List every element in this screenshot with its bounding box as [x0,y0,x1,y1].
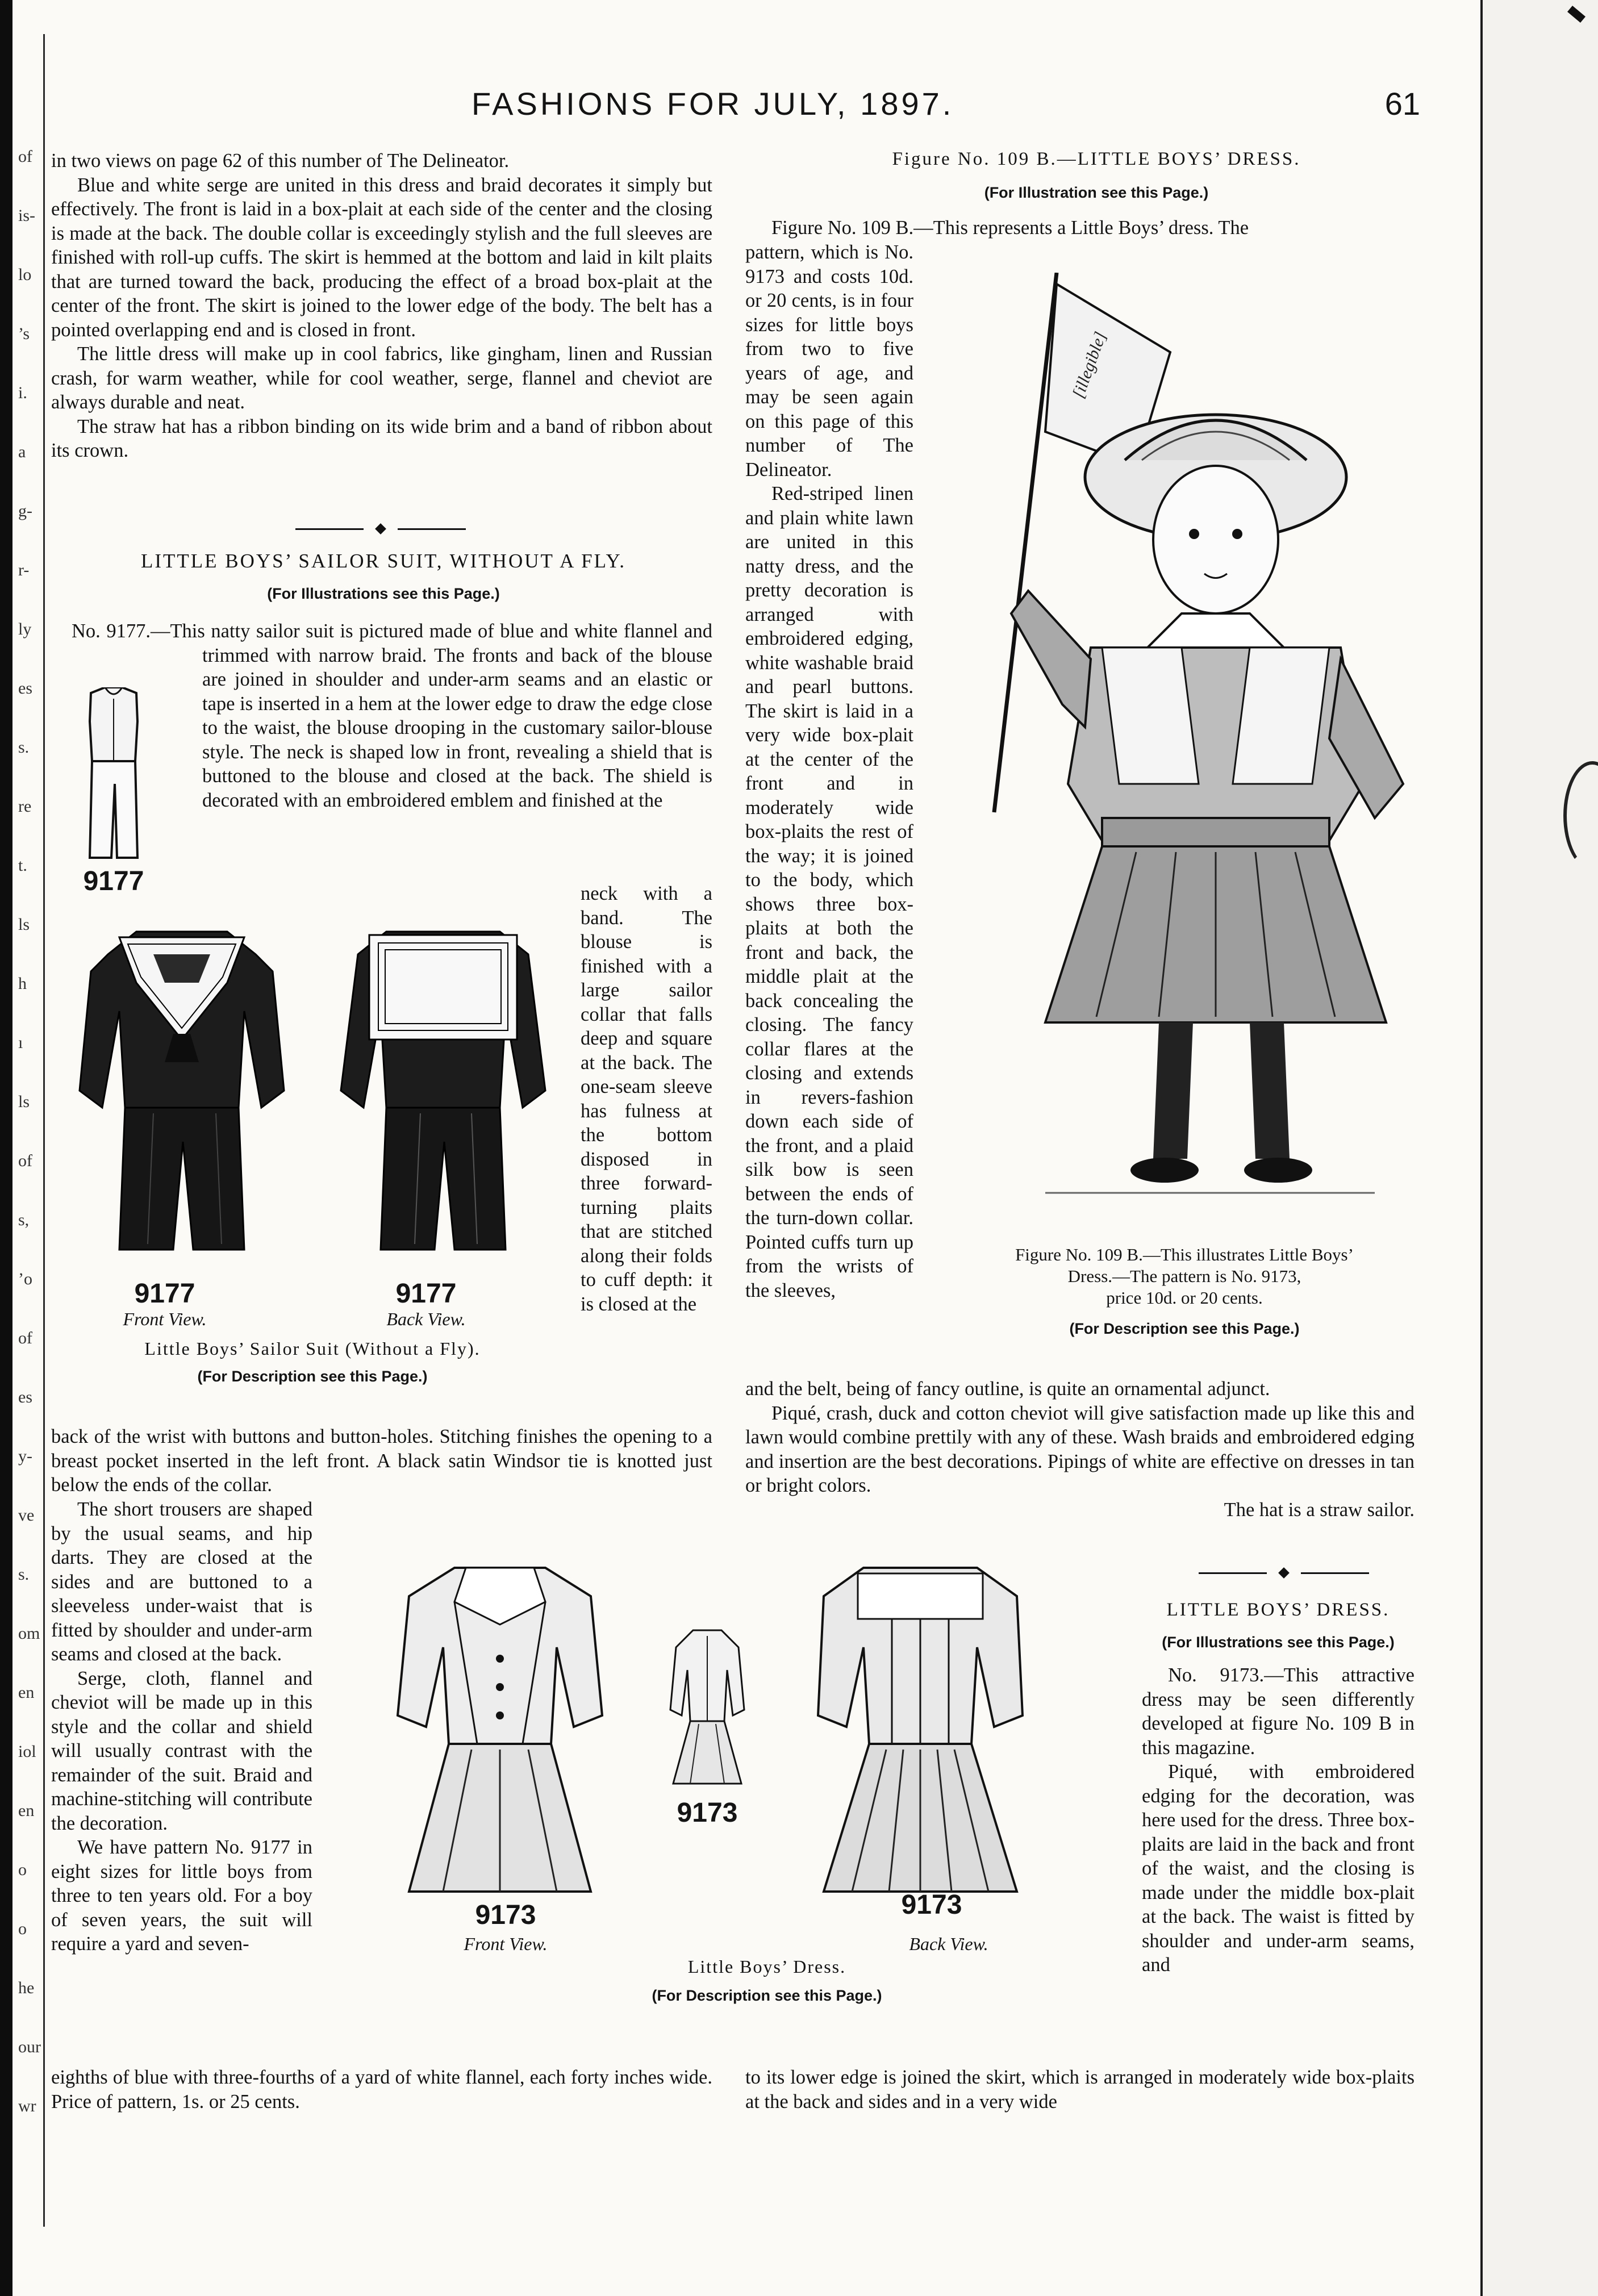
margin-fragment: of [18,1329,32,1347]
margin-fragment: y- [18,1447,32,1466]
little-boys-dress-heading: LITTLE BOYS’ DRESS. [1166,1600,1390,1620]
section-divider-2 [1199,1569,1369,1577]
sailor-suit-paragraph-1b: neck with a band. The blouse is finished with a large sailor collar that falls deep and square at the back. The one-seam sleeve has fulness at the bottom disposed in three forward-turning plaits that are stitched along their folds to cuff depth: it is closed at the [581,883,712,1315]
margin-fragment: ’o [18,1270,32,1288]
sailor-suit-text-4 [51,1497,312,1956]
figure-109b-paragraph-3: Piqué, crash, duck and cotton cheviot will give satisfaction made up like this and lawn would combine prettily with any of these. Wash braids and embroidered edging and insertion are the best decorations. Pipings of white are effective on dresses in tan or bright colors. [745,1402,1415,1496]
sailor-suit-paragraph-4-end: eighths of blue with three-fourths of a yard of white flannel, each forty inches wide. Price of pattern, 1s. or 25 cents. [51,2067,712,2113]
margin-fragment: en [18,1801,35,1820]
intro-paragraph-2: Blue and white serge are united in this dress and braid decorates it simply but effectively. The front is laid in a box-plait at each side of the center and the closing is made at the back. The double collar is exceedingly stylish and the full sleeves are finished with roll-up cuffs. The skirt is hemmed at the bottom and laid in kilt plaits that are turned toward the back, producing the effect of a broad box-plait at the center of the front. The skirt is joined to the lower edge of the body. The belt has a pointed overlapping end and is closed in front. [51,174,712,341]
adjacent-page-margin [18,0,42,2296]
margin-fragment: t. [18,856,27,875]
intro-text [51,149,712,463]
intro-paragraph-3: The little dress will make up in cool fabrics, like gingham, linen and Russian crash, for warm weather, while for cool weather, serge, flannel and cheviot are always durable and neat. [51,343,712,413]
little-boys-dress-text-1 [1142,1663,1415,1977]
sailor-suit-paragraph-2: The short trousers are shaped by the usual seams, and hip darts. They are closed at the sides and are buttoned to a sleeveless under-waist that is fitted by shoulder and under-arm seams and closed at the back. [51,1498,312,1665]
margin-fragment: es [18,679,32,698]
margin-fragment: of [18,147,32,166]
margin-fragment: s. [18,1565,30,1584]
scan-edge-left [0,0,12,2296]
front-view-label-9177: Front View. [123,1309,207,1329]
margin-fragment: h [18,974,27,993]
margin-fragment: s, [18,1210,30,1229]
running-head-title: FASHIONS FOR JULY, 1897. [472,86,954,122]
margin-fragment: r- [18,561,30,579]
pattern-number-9177-small: 9177 [83,866,144,896]
margin-fragment: o [18,1919,27,1938]
sailor-suit-front-illustration [57,920,307,1272]
little-boys-dress-paragraph-2-end: to its lower edge is joined the skirt, which is arranged in moderately wide box-plaits at the back and sides and in a very wide [745,2067,1415,2113]
margin-fragment: en [18,1683,35,1702]
margin-fragment: es [18,1388,32,1406]
margin-fragment: ’s [18,324,30,343]
sailor-suit-heading: LITTLE BOYS’ SAILOR SUIT, WITHOUT A FLY. [140,550,627,572]
pattern-number-9177-front: 9177 [134,1279,195,1309]
little-boys-dress-paragraph-2: Piqué, with embroidered edging for the decoration, was here used for the dress. Three box-plaits are laid in the back and front of the waist, and the closing is made under the middle box-plait at the back. The waist is fitted by shoulder and under-arm seams, and [1142,1761,1415,1976]
scan-background [1483,0,1598,2296]
page-number: 61 [1384,86,1420,122]
margin-fragment: of [18,1151,32,1170]
sailor-suit-text-5 [51,2065,712,2114]
figure-109b-text-1 [745,216,1415,240]
sailor-suit-caption: Little Boys’ Sailor Suit (Without a Fly). [144,1338,481,1359]
flag-inscription: [illegible] [1069,329,1111,401]
sailor-suit-text-2 [581,882,712,1316]
intro-paragraph-1: in two views on page 62 of this number of The Delineator. [51,150,510,172]
little-boys-dress-paragraph-1: This attractive dress may be seen differently developed at figure No. 109 B in this magazine. [1142,1664,1415,1759]
margin-fragment: is- [18,206,35,225]
margin-fragment: ı [18,1033,23,1052]
little-boys-dress-caption-sub: (For Description see this Page.) [652,1987,882,2004]
margin-fragment: i. [18,383,27,402]
back-view-label-9177: Back View. [386,1309,466,1329]
dress-9173-front-illustration [375,1556,625,1909]
figure-109b-lead: Figure No. 109 B.— [771,217,933,239]
sailor-suit-lead: No. 9177.— [72,620,170,642]
running-head [114,85,1420,125]
figure-109b-caption-sub: (For Description see this Page.) [1069,1320,1300,1337]
sailor-suit-paragraph-1c: back of the wrist with buttons and button-holes. Stitching finishes the opening to a breast pocket inserted in the left front. A black satin Windsor tie is knotted just below the ends of the collar. [51,1426,712,1496]
figure-109b-caption-line-2: Dress.—The pattern is No. 9173, [1067,1266,1301,1286]
margin-fragment: o [18,1860,27,1879]
back-view-label-9173: Back View. [909,1934,988,1954]
margin-fragment: he [18,1978,35,1997]
sailor-suit-text-3 [51,1425,712,1497]
sailor-suit-back-illustration [318,920,568,1272]
dress-9173-back-illustration [795,1556,1045,1909]
margin-fragment: s. [18,738,30,757]
pattern-number-9173-front: 9173 [475,1900,536,1930]
margin-fragment: wr [18,2097,36,2115]
pattern-number-9173-back: 9173 [901,1890,962,1920]
sailor-suit-paragraph-3: Serge, cloth, flannel and cheviot will be made up in this style and the collar and shield will usually contrast with the remainder of the suit. Braid and machine-stitching will contribute the decoration. [51,1667,312,1834]
figure-109b-paragraph-2-end: and the belt, being of fancy outline, is quite an ornamental adjunct. [745,1378,1270,1400]
margin-fragment: a [18,442,26,461]
sailor-suit-subheading: (For Illustrations see this Page.) [267,585,500,602]
figure-109b-paragraph-1: pattern, which is No. 9173 and costs 10d. or 20 cents, is in four sizes for little boys from two to five years of age, and may be seen again on this page of this number of The Delineator. [745,241,913,481]
margin-fragment: ve [18,1506,35,1525]
figure-109b-paragraph-4: The hat is a straw sailor. [1224,1498,1415,1521]
margin-fragment: lo [18,265,32,284]
little-boys-dress-subheading: (For Illustrations see this Page.) [1162,1634,1395,1651]
pattern-number-9177-back: 9177 [395,1279,457,1309]
margin-fragment: g- [18,502,32,520]
gutter-rule [43,34,45,2227]
margin-fragment: ls [18,1092,30,1111]
margin-fragment: re [18,797,32,816]
pattern-number-9173-small: 9173 [677,1798,738,1828]
margin-fragment: iol [18,1742,36,1761]
figure-109b-paragraph-2: Red-striped linen and plain white lawn are united in this natty dress, and the pretty decoration is arranged with embroidered edging, white washable braid and pearl buttons. The skirt is laid in a very wide box-plait at the center of the front and in moderately wide box-plaits the rest of the way; it is joined to the body, which shows three box-plaits at both the front and back, the middle plait at the back concealing the closing. The fancy collar flares at the closing and extends in revers-fashion down each side of the front, and a plaid silk bow is seen between the ends of the turn-down collar. Pointed cuffs turn up from the wrists of the sleeves, [745,483,913,1301]
undervest-illustration [74,687,153,875]
margin-fragment: om [18,1624,40,1643]
figure-109b-heading: Figure No. 109 B.—LITTLE BOYS’ DRESS. [892,149,1301,169]
figure-109b-caption [932,1244,1437,1309]
front-view-label-9173: Front View. [464,1934,548,1954]
section-divider [295,525,466,533]
figure-109b-caption-line-1: Figure No. 109 B.—This illustrates Little Boys’ [1015,1245,1354,1264]
sailor-suit-paragraph-4: We have pattern No. 9177 in eight sizes for little boys from three to ten years old. For a boy of seven years, the suit will require a yard and seven- [51,1836,312,1955]
little-boys-dress-caption: Little Boys’ Dress. [687,1956,846,1977]
figure-109b-illustration [932,273,1437,1238]
figure-109b-subheading: (For Illustration see this Page.) [984,184,1209,201]
sailor-suit-paragraph-1a: This natty sailor suit is pictured made of blue and white flannel and trimmed with narrow braid. The fronts and back of the blouse are joined in shoulder and under-arm seams and an elastic or tape is inserted in a hem at the lower edge to draw the edge close to the waist, the blouse drooping in the customary sailor-blouse style. The neck is shaped low in front, revealing a shield that is buttoned to the blouse and closed at the back. The shield is decorated with an embroidered emblem and finished at the [170,620,712,811]
dress-9173-small-illustration [665,1625,750,1795]
figure-109b-text-2 [745,240,913,1303]
sailor-suit-text-1 [72,619,712,886]
little-boys-dress-text-2 [745,2065,1415,2114]
little-boys-dress-lead: No. 9173.— [1168,1664,1284,1686]
intro-paragraph-4: The straw hat has a ribbon binding on its wide brim and a band of ribbon about its crown. [51,415,712,461]
margin-fragment: ls [18,915,30,934]
margin-fragment: ly [18,620,32,638]
margin-fragment: our [18,2038,41,2056]
figure-109b-text-3 [745,1377,1415,1522]
figure-109b-paragraph-1-start: This represents a Little Boys’ dress. The [933,217,1249,239]
figure-109b-caption-line-3: price 10d. or 20 cents. [1106,1288,1263,1308]
sailor-suit-caption-sub: (For Description see this Page.) [197,1368,428,1385]
